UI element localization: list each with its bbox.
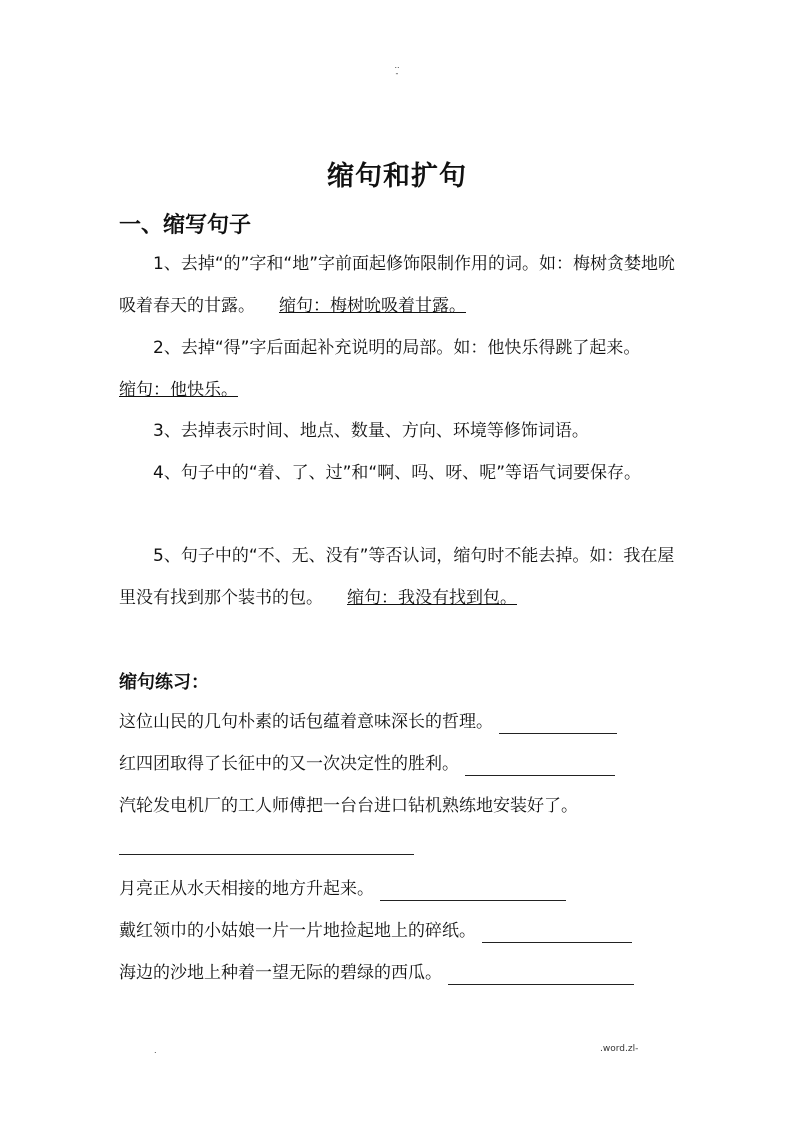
practice-item-2-text: 红四团取得了长征中的又一次决定性的胜利。	[119, 754, 459, 774]
practice-item-1-text: 这位山民的几句朴素的话包蕴着意味深长的哲理。	[119, 712, 493, 732]
practice-item-5-text: 戴红领巾的小姑娘一片一片地捡起地上的碎纸。	[119, 921, 476, 941]
answer-blank-5[interactable]	[482, 925, 632, 943]
rule-5	[119, 535, 679, 619]
answer-blank-1[interactable]	[499, 716, 617, 734]
rule-5-text: 5、句子中的“不、无、没有”等否认词，缩句时不能去掉。如：我在屋里没有找到那个装书的包。	[119, 546, 675, 608]
header-mark-bottom: -	[395, 69, 399, 78]
practice-heading: 缩句练习：	[119, 672, 209, 693]
footer-left-mark: .	[154, 1046, 157, 1055]
header-mark-top: ..	[394, 61, 400, 70]
rule-1	[119, 243, 679, 327]
answer-blank-3[interactable]	[119, 854, 414, 855]
rule-1-text: 1、去掉“的”字和“地”字前面起修饰限制作用的词。如：梅树贪婪地吮吸着春天的甘露。	[119, 254, 676, 316]
footer-watermark: .word.zl-	[600, 1044, 639, 1054]
practice-item-4-text: 月亮正从水天相接的地方升起来。	[119, 879, 374, 899]
practice-item-5	[119, 919, 632, 943]
practice-item-4	[119, 877, 566, 901]
practice-item-1	[119, 710, 617, 734]
practice-item-6	[119, 961, 634, 985]
practice-item-3	[119, 794, 578, 818]
rule-4-text: 4、句子中的“着、了、过”和“啊、吗、呀、呢”等语气词要保存。	[153, 463, 642, 483]
practice-item-6-text: 海边的沙地上种着一望无际的碧绿的西瓜。	[119, 963, 442, 983]
answer-blank-6[interactable]	[448, 967, 634, 985]
practice-item-3-text: 汽轮发电机厂的工人师傅把一台台进口钻机熟练地安装好了。	[119, 796, 578, 816]
answer-blank-2[interactable]	[465, 758, 615, 776]
rule-2-text: 2、去掉“得”字后面起补充说明的局部。如：他快乐得跳了起来。	[153, 338, 641, 358]
document-title: 缩句和扩句	[327, 161, 467, 192]
answer-blank-4[interactable]	[380, 883, 566, 901]
rule-3-text: 3、去掉表示时间、地点、数量、方向、环境等修饰词语。	[153, 421, 589, 441]
rule-5-answer: 缩句：我没有找到包。	[347, 588, 517, 608]
page-header-mark	[0, 62, 794, 78]
rule-1-answer: 缩句：梅树吮吸着甘露。	[279, 296, 466, 316]
rule-3	[119, 410, 679, 452]
section-heading: 一、缩写句子	[119, 213, 252, 238]
rule-2	[119, 327, 679, 411]
rule-2-answer: 缩句：他快乐。	[119, 380, 238, 400]
practice-item-2	[119, 752, 615, 776]
rule-4	[119, 452, 679, 494]
